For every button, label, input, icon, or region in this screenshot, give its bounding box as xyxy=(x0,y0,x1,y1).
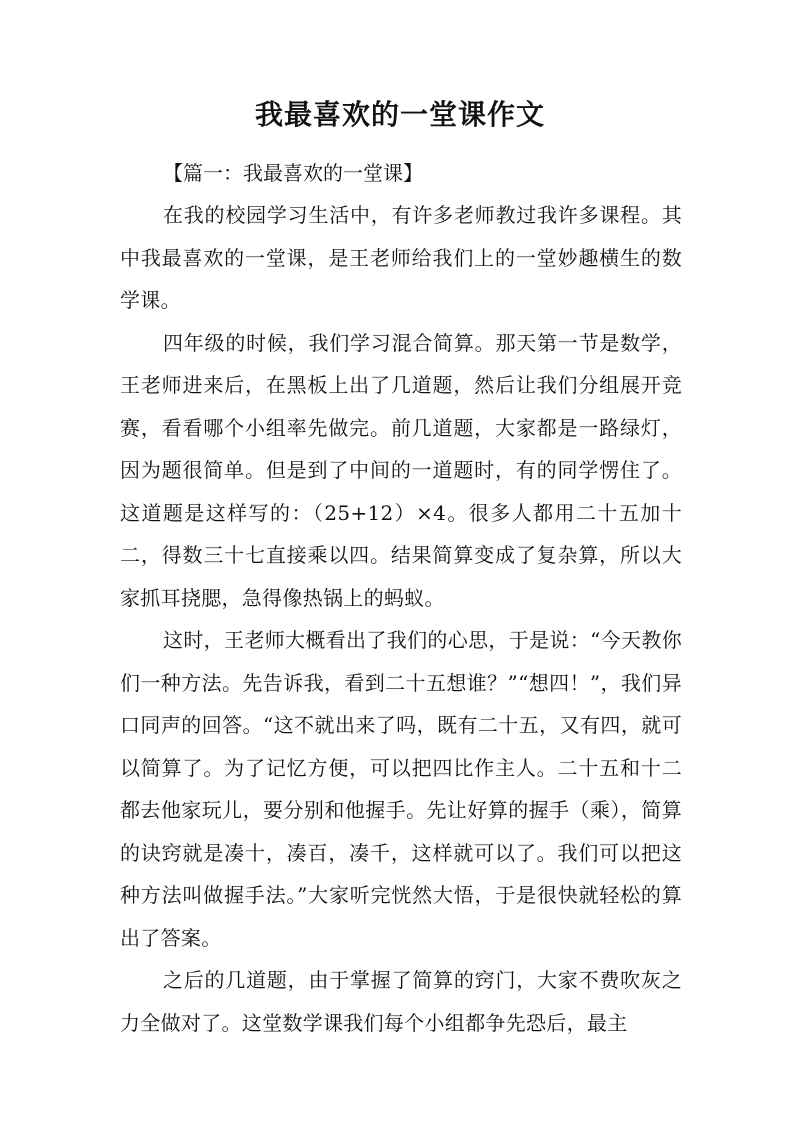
document-body xyxy=(120,152,682,1044)
paragraph-2: 四年级的时候，我们学习混合简算。那天第一节是数学，王老师进来后，在黑板上出了几道题，然后让我们分组展开竞赛，看看哪个小组率先做完。前几道题，大家都是一路绿灯，因为题很简单。但是到了中间的一道题时，有的同学愣住了。这道题是这样写的：（25+12）×4。很多人都用二十五加十二，得数三十七直接乘以四。结果简算变成了复杂算，所以大家抓耳挠腮，急得像热锅上的蚂蚁。 xyxy=(120,330,682,610)
paragraph-4: 之后的几道题，由于掌握了简算的窍门，大家不费吹灰之力全做对了。这堂数学课我们每个小组都争先恐后，最主 xyxy=(120,968,682,1035)
paragraph-3: 这时，王老师大概看出了我们的心思，于是说：“今天教你们一种方法。先告诉我，看到二十五想谁？”“想四！”，我们异口同声的回答。“这不就出来了吗，既有二十五，又有四，就可以简算了。为了记忆方便，可以把四比作主人。二十五和十二都去他家玩儿，要分别和他握手。先让好算的握手（乘），简算的诀窍就是凑十，凑百，凑千，这样就可以了。我们可以把这种方法叫做握手法。”大家听完恍然大悟，于是很快就轻松的算出了答案。 xyxy=(120,628,682,950)
section-heading: 【篇一：我最喜欢的一堂课】 xyxy=(163,161,423,185)
paragraph-1: 在我的校园学习生活中，有许多老师教过我许多课程。其中我最喜欢的一堂课，是王老师给我们上的一堂妙趣横生的数学课。 xyxy=(120,203,682,312)
document-title: 我最喜欢的一堂课作文 xyxy=(254,98,545,131)
